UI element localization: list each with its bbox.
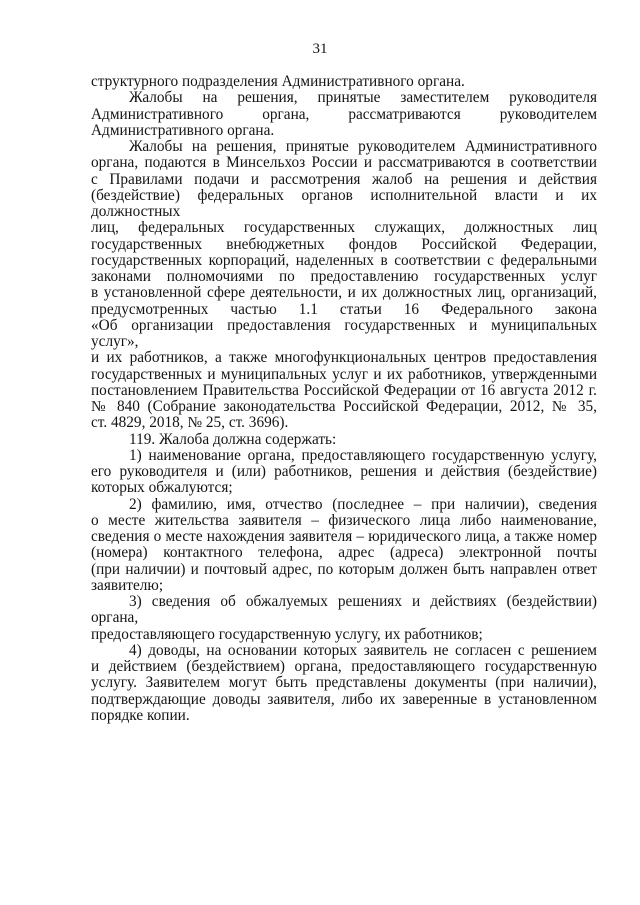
text-line: постановлением Правительства Российской Федерации от 16 августа 2012 г. (91, 381, 597, 399)
text-line: законами полномочиями по предоставлению государственных услуг (91, 268, 597, 285)
text-line: 1) наименование органа, предоставляющего государственную услугу, (129, 446, 597, 464)
text-line: предусмотренных частью 1.1 статьи 16 Федерального закона (91, 300, 597, 318)
text-line: (при наличии) и почтовый адрес, по которым должен быть направлен ответ (91, 560, 597, 578)
text-line: с Правилами подачи и рассмотрения жалоб на решения и действия (91, 170, 597, 188)
text-line: государственных внебюджетных фондов Российской Федерации, (91, 235, 597, 253)
paragraph (91, 432, 597, 448)
text-line: (бездействие) федеральных органов исполнительной власти и их должностных (91, 186, 597, 220)
text-line: структурного подразделения Административного органа. (91, 73, 465, 90)
text-line: «Об организации предоставления государственных и муниципальных услуг», (91, 316, 597, 350)
text-line: (номера) контактного телефона, адрес (адреса) электронной почты (91, 544, 597, 562)
text-line: 2) фамилию, имя, отчество (последнее – при наличии), сведения (129, 495, 597, 513)
text-line: Жалобы на решения, принятые заместителем руководителя (129, 89, 597, 107)
paragraph (91, 74, 597, 90)
paragraph (91, 139, 597, 432)
text-line: которых обжалуются; (91, 479, 233, 497)
text-line: услугу. Заявителем могут быть представлены документы (при наличии), (91, 674, 597, 692)
text-line: о месте жительства заявителя – физического лица либо наименование, (91, 511, 597, 529)
text-line: Жалобы на решения, принятые руководителем Административного (129, 138, 597, 155)
text-line: и их работников, а также многофункциональных центров предоставления (91, 349, 597, 367)
text-line: Административного органа. (91, 121, 275, 139)
text-line: лиц, федеральных государственных служащих, должностных лиц (91, 219, 597, 237)
paragraph (91, 594, 597, 643)
text-line: заявителю; (91, 576, 164, 594)
text-line: порядке копии. (91, 706, 190, 724)
text-line: 4) доводы, на основании которых заявитель не согласен с решением (129, 641, 597, 659)
text-line: ст. 4829, 2018, № 25, ст. 3696). (91, 414, 289, 432)
text-line: в установленной сфере деятельности, и их должностных лиц, организаций, (91, 284, 597, 302)
text-line: его руководителя и (или) работников, решения и действия (бездействие) (91, 463, 597, 480)
text-line: государственных и муниципальных услуг и их работников, утвержденными (91, 365, 597, 383)
text-line: 3) сведения об обжалуемых решениях и действиях (бездействии) органа, (91, 593, 597, 627)
paragraph (91, 643, 597, 724)
paragraph (91, 497, 597, 595)
text-line: и действием (бездействием) органа, предоставляющего государственную (91, 658, 597, 675)
paragraph (91, 90, 597, 139)
text-line: № 840 (Собрание законодательства Российской Федерации, 2012, № 35, (91, 398, 597, 415)
text-line: предоставляющего государственную услугу, их работников; (91, 625, 483, 643)
document-body (91, 74, 597, 724)
paragraph (91, 448, 597, 497)
text-line: государственных корпораций, наделенных в соответствии с федеральными (91, 251, 597, 269)
text-line: Административного органа, рассматриваются руководителем (91, 105, 597, 123)
text-line: органа, подаются в Минсельхоз России и рассматриваются в соответствии (91, 154, 597, 172)
text-line: сведения о месте нахождения заявителя – юридического лица, а также номер (91, 528, 597, 545)
text-line: подтверждающие доводы заявителя, либо их заверенные в установленном (91, 690, 597, 708)
page-number: 31 (312, 41, 328, 57)
text-line: 119. Жалоба должна содержать: (129, 430, 337, 448)
